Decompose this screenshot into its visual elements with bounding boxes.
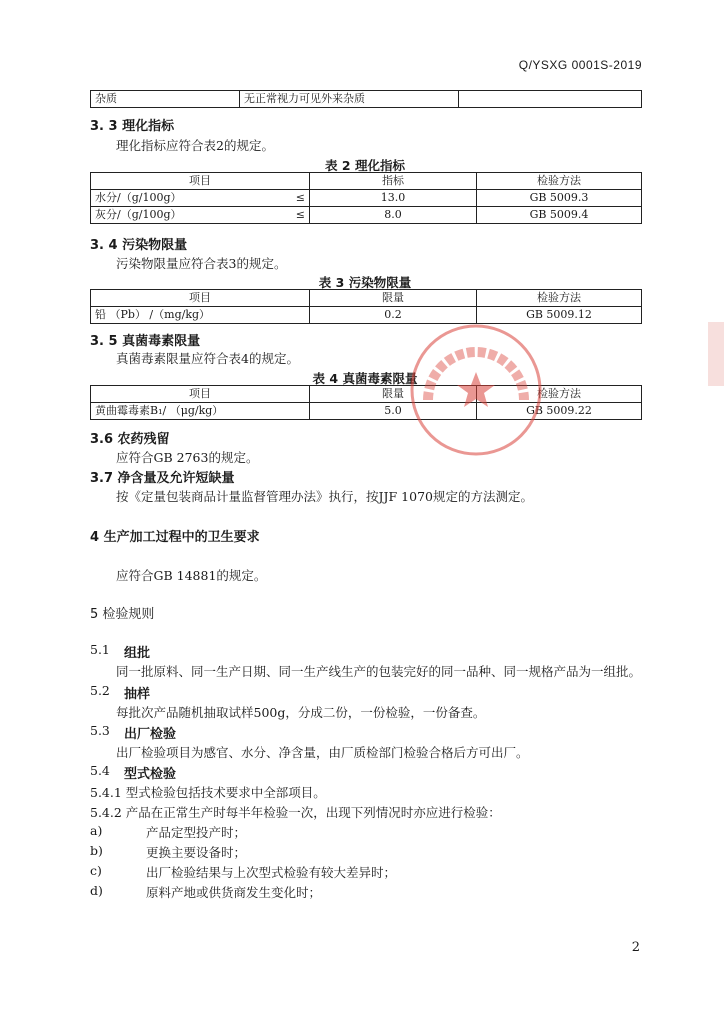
table-cell-method: GB 5009.12 — [477, 307, 642, 324]
table-cell-value: 5.0 — [310, 403, 477, 420]
table-2-caption: 表 2 理化指标 — [325, 158, 405, 173]
table-4 — [90, 385, 642, 420]
table-row — [91, 403, 642, 420]
section-3-6-title: 3.6 农药残留 — [90, 432, 170, 447]
section-3-6-body: 应符合GB 2763的规定。 — [116, 450, 259, 465]
table-cell-item: 黄曲霉毒素B₁/ （μg/kg） — [91, 403, 310, 420]
less-equal-sign: ≤ — [295, 208, 305, 221]
table-header: 检验方法 — [477, 386, 642, 403]
table-cell-item: 灰分/（g/100g） — [95, 208, 182, 221]
document-code: Q/YSXG 0001S-2019 — [518, 58, 642, 72]
table-cell-value: 8.0 — [310, 207, 477, 224]
section-5-1-title: 组批 — [124, 646, 151, 661]
section-3-3-body: 理化指标应符合表2的规定。 — [116, 138, 274, 153]
section-5-3-body: 出厂检验项目为感官、水分、净含量，由厂质检部门检验合格后方可出厂。 — [116, 745, 529, 760]
section-3-4-body: 污染物限量应符合表3的规定。 — [116, 256, 287, 271]
table-header: 指标 — [310, 173, 477, 190]
section-5-1-number: 5.1 — [90, 642, 110, 657]
table-cell-value: 13.0 — [310, 190, 477, 207]
table-cell-item: 杂质 — [91, 91, 240, 108]
table-row — [91, 307, 642, 324]
table-4-caption: 表 4 真菌毒素限量 — [312, 371, 418, 386]
list-item: 产品定型投产时； — [146, 825, 247, 840]
list-item-label: b) — [90, 843, 103, 858]
table-cell-requirement: 无正常视力可见外来杂质 — [240, 91, 459, 108]
table-row — [91, 207, 642, 224]
section-5-title: 5 检验规则 — [90, 607, 155, 622]
page-number: 2 — [631, 940, 640, 955]
table-header: 限量 — [310, 386, 477, 403]
section-5-2-title: 抽样 — [124, 687, 151, 702]
section-3-7-title: 3.7 净含量及允许短缺量 — [90, 471, 235, 486]
table-header: 项目 — [91, 386, 310, 403]
section-5-4-number: 5.4 — [90, 763, 110, 778]
section-3-5-body: 真菌毒素限量应符合表4的规定。 — [116, 351, 299, 366]
section-3-5-title: 3. 5 真菌毒素限量 — [90, 334, 201, 349]
section-4-title: 4 生产加工过程中的卫生要求 — [90, 530, 260, 545]
table-header: 限量 — [310, 290, 477, 307]
section-5-4-2: 5.4.2 产品在正常生产时每半年检验一次，出现下列情况时亦应进行检验： — [90, 805, 501, 820]
list-item: 原料产地或供货商发生变化时； — [146, 885, 322, 900]
table-3 — [90, 289, 642, 324]
list-item-label: d) — [90, 883, 103, 898]
table-cell-item: 水分/（g/100g） — [95, 191, 182, 204]
section-5-1-body: 同一批原料、同一生产日期、同一生产线生产的包装完好的同一品种、同一规格产品为一组批。 — [116, 664, 642, 679]
table-cell-value: 0.2 — [310, 307, 477, 324]
table-cell-item: 铅 （Pb） /（mg/kg） — [91, 307, 310, 324]
list-item: 出厂检验结果与上次型式检验有较大差异时； — [146, 865, 397, 880]
table-top-fragment — [90, 90, 642, 108]
section-3-7-body: 按《定量包装商品计量监督管理办法》执行，按JJF 1070规定的方法测定。 — [116, 489, 533, 504]
less-equal-sign: ≤ — [295, 191, 305, 204]
section-5-4-1: 5.4.1 型式检验包括技术要求中全部项目。 — [90, 785, 326, 800]
section-5-2-number: 5.2 — [90, 683, 110, 698]
table-header: 检验方法 — [477, 290, 642, 307]
table-2 — [90, 172, 642, 224]
table-row — [91, 190, 642, 207]
edge-seal-mark — [708, 322, 724, 386]
list-item-label: a) — [90, 823, 103, 838]
section-3-3-title: 3. 3 理化指标 — [90, 119, 175, 134]
table-cell-method: GB 5009.22 — [477, 403, 642, 420]
table-3-caption: 表 3 污染物限量 — [318, 275, 412, 290]
section-4-body: 应符合GB 14881的规定。 — [116, 568, 267, 583]
section-5-2-body: 每批次产品随机抽取试样500g，分成二份，一份检验，一份备查。 — [116, 705, 486, 720]
section-5-3-title: 出厂检验 — [124, 727, 177, 742]
table-cell-method: GB 5009.3 — [477, 190, 642, 207]
official-seal-stamp — [408, 322, 544, 458]
section-5-3-number: 5.3 — [90, 723, 110, 738]
table-cell-method — [459, 91, 642, 108]
table-header: 项目 — [91, 290, 310, 307]
section-3-4-title: 3. 4 污染物限量 — [90, 238, 188, 253]
table-header: 项目 — [91, 173, 310, 190]
section-5-4-title: 型式检验 — [124, 767, 177, 782]
table-cell-method: GB 5009.4 — [477, 207, 642, 224]
list-item: 更换主要设备时； — [146, 845, 247, 860]
list-item-label: c) — [90, 863, 102, 878]
table-header: 检验方法 — [477, 173, 642, 190]
